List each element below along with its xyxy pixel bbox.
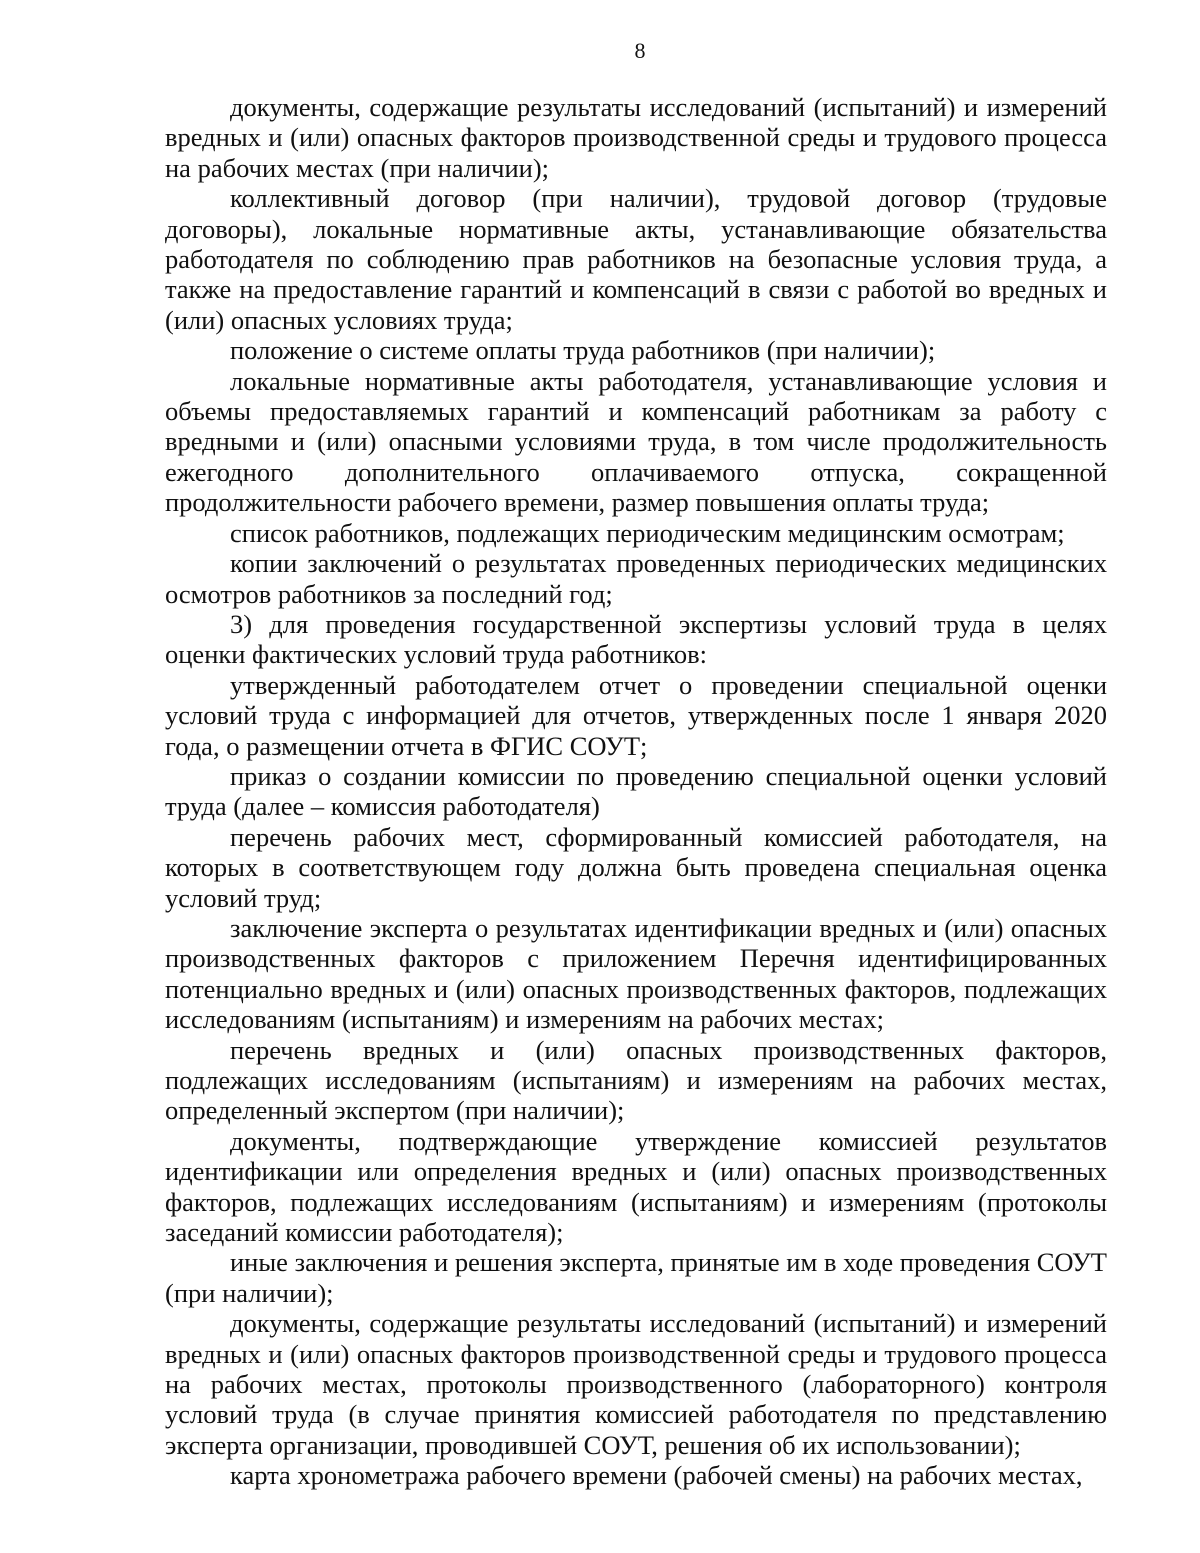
paragraph-15: документы, содержащие результаты исследований (испытаний) и измерений вредных и (или) опасных факторов производственной среды и трудового процесса на рабочих местах, протоколы производственного (лабораторного) контроля условий труда (в случае принятия комиссией работодателя по представлению эксперта организации, проводившей СОУТ, решения об их использовании); [165,1308,1107,1460]
page-number: 8 [634,38,646,63]
paragraph-7: 3) для проведения государственной экспертизы условий труда в целях оценки фактических условий труда работников: [165,608,1107,670]
paragraph-8: утвержденный работодателем отчет о проведении специальной оценки условий труда с информацией для отчетов, утвержденных после 1 января 2020 года, о размещении отчета в ФГИС СОУТ; [165,669,1107,761]
paragraph-13: документы, подтверждающие утверждение комиссией результатов идентификации или определения вредных и (или) опасных производственных факторов, подлежащих исследованиям (испытаниям) и измерениям (протоколы заседаний комиссии работодателя); [165,1125,1107,1248]
paragraph-1: документы, содержащие результаты исследований (испытаний) и измерений вредных и (или) опасных факторов производственной среды и трудового процесса на рабочих местах (при наличии); [165,92,1107,183]
paragraph-6: копии заключений о результатах проведенных периодических медицинских осмотров работников за последний год; [165,548,1107,609]
paragraph-9: приказ о создании комиссии по проведению специальной оценки условий труда (далее – комиссия работодателя) [165,760,1107,822]
paragraph-14: иные заключения и решения эксперта, принятые им в ходе проведения СОУТ (при наличии); [165,1247,1107,1308]
paragraph-10: перечень рабочих мест, сформированный комиссией работодателя, на которых в соответствующем году должна быть проведена специальная оценка условий труд; [165,821,1107,913]
paragraph-2: коллективный договор (при наличии), трудовой договор (трудовые договоры), локальные нормативные акты, устанавливающие обязательства работодателя по соблюдению прав работников на безопасные условия труда, а также на предоставление гарантий и компенсаций в связи с работой во вредных и (или) опасных условиях труда; [165,183,1107,335]
paragraph-12: перечень вредных и (или) опасных производственных факторов, подлежащих исследованиям (испытаниям) и измерениям на рабочих местах, определенный экспертом (при наличии); [165,1034,1107,1126]
paragraph-4: локальные нормативные акты работодателя, устанавливающие условия и объемы предоставляемых гарантий и компенсаций работникам за работу с вредными и (или) опасными условиями труда, в том числе продолжительность ежегодного дополнительного оплачиваемого отпуска, сокращенной продолжительности рабочего времени, размер повышения оплаты труда; [165,365,1107,518]
paragraph-3: положение о системе оплаты труда работников (при наличии); [230,335,936,366]
paragraph-5: список работников, подлежащих периодическим медицинским осмотрам; [230,517,1065,548]
paragraph-11: заключение эксперта о результатах идентификации вредных и (или) опасных производственных факторов с приложением Перечня идентифицированных потенциально вредных и (или) опасных производственных факторов, подлежащих исследованиям (испытаниям) и измерениям на рабочих местах; [165,912,1107,1035]
paragraph-16: карта хронометража рабочего времени (рабочей смены) на рабочих местах, [230,1460,1083,1491]
document-body [165,92,1107,1491]
